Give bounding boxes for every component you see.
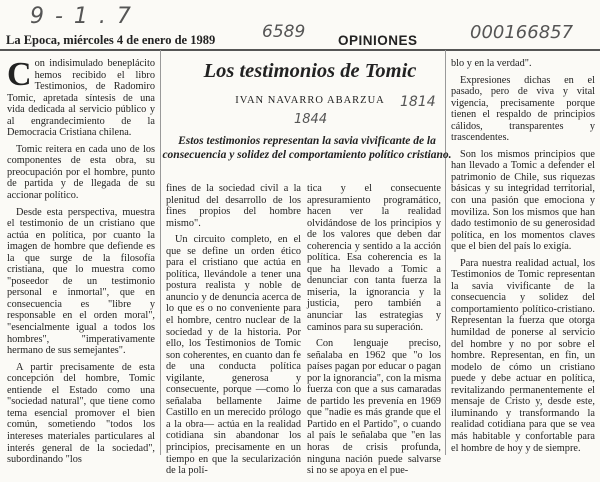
paragraph: tica y el consecuente apresuramiento programático, hacen ver la realidad olvidándose de los principios y de los valores que deben dar coherencia y sentido a la acción política. Esa coherencia es la que ha llevado a Tomic a denunciar con tanta fuerza la miseria, la ignorancia y la justicia, pero también a anunciar las estrategias y caminos para su superación.: [307, 183, 441, 333]
paragraph: A partir precisamente de esta concepción del hombre, Tomic entiende el Estado como una "sociedad natural", que tiene como tema esencial promover el bien común, sometiendo "todos los intereses materiales particulares al interés general de la sociedad", subordinando "los: [7, 361, 155, 466]
article-byline: IVAN NAVARRO ABARZUA: [235, 95, 385, 106]
handwritten-date: 9 - 1 . 7: [30, 4, 133, 29]
article-column-2: [166, 183, 301, 482]
paragraph: Son los mismos principios que han llevado a Tomic a defender el patrimonio de Chile, sus riquezas básicas y su integridad territorial, con una pasión que emociona y moviliza. Son los mismos que han dado testimonio de su generosidad política, en los momentos claves que el bien del país lo exigía.: [451, 148, 595, 253]
handwritten-number: 1814: [400, 94, 436, 110]
paragraph: Expresiones dichas en el pasado, pero de viva y vital vigencia, precisamente porque tienen el respaldo de principios cálidos, transparentes y trascendentes.: [451, 74, 595, 144]
article-deck: Estos testimonios representan la savia vivificante de la consecuencia y solidez del comportamiento político cristiano.: [162, 135, 452, 161]
column-divider: [445, 50, 446, 455]
paragraph: Para nuestra realidad actual, los Testimonios de Tomic representan la savia vivificante de la consecuencia y solidez del comportamiento político-cristiano. Representan la fuerza que otorga humildad de ponerse al servicio del hombre y no por sobre el hombre. Representan, en fin, un modelo de cómo un cristiano puede y debe actuar en política, revitalizando permanentemente el mensaje de Cristo y, desde este, iluminando y transformando la realidad cotidiana para que se vea más habitable y confortable para el hombre de hoy y de siempre.: [451, 257, 595, 454]
handwritten-archive-number: 000166857: [470, 22, 574, 43]
handwritten-number: 6589: [262, 22, 306, 42]
handwritten-number: 1844: [294, 112, 328, 127]
article-title: Los testimonios de Tomic: [203, 60, 417, 82]
column-divider: [160, 50, 161, 455]
paragraph: Con indisimulado beneplácito hemos recibido el libro Testimonios, de Radomiro Tomic, apretada síntesis de una vida dedicada al servicio público y al engrandecimiento de la Democracia Cristiana chilena.: [7, 56, 155, 139]
paragraph: Con lenguaje preciso, señalaba en 1962 que "o los países pagan por educar o pagan por la ignorancia", con la misma fuerza con que a sus camaradas de partido les prevenía en 1969 que "nadie es más grande que el Partido en el Partido", o cuando al país le señalaba que "en las horas de crisis profunda, ninguna nación puede salvarse si no se apoya en el pue-: [307, 338, 442, 477]
article-column-3: [307, 183, 441, 482]
header-divider: [0, 49, 600, 51]
paragraph: Tomic reitera en cada uno de los componentes de esta obra, su preocupación por el hombre, punto de partida y de llegada de su accionar político.: [7, 143, 155, 202]
publication-date: La Epoca, miércoles 4 de enero de 1989: [6, 33, 216, 47]
drop-cap: C: [7, 56, 32, 93]
article-column-1: [7, 58, 155, 471]
article-column-4: [451, 58, 595, 459]
paragraph: fines de la sociedad civil a la plenitud del desarrollo de los fines propios del hombre mismo".: [166, 183, 301, 229]
paragraph: Desde esta perspectiva, muestra el testimonio de un cristiano que actúa en política, por cuanto la imagen de hombre que defiende es la que surge de la filosofía cristiana, que lo muestra como "poseedor de un testimonio personal e inmortal", que en consecuencia es "libre y responsable en el orden moral", "esencialmente igual a todos los hombres", "imperativamente hermano de sus semejantes".: [7, 206, 155, 357]
paragraph: blo y en la verdad".: [451, 58, 532, 69]
paragraph: Un circuito completo, en el que se define un orden ético para el cristiano que actúa en política, llevándole a tener una postura realista y noble de anuncio y de denuncia acerca de lo que es o no conveniente para el hombre, centro nuclear de la sociedad y de la historia. Por ello, los Testimonios de Tomic son coherentes, en cuanto dan fe de una conducta política vigilante, generosa y consecuente, porque —como lo señalaba bellamente Jaime Castillo en un merecido prólogo a la obra— actúa en la realidad cotidiana sin abandonar los principios, precisamente en un tiempo en que la secularización de la polí-: [166, 234, 301, 477]
section-title: OPINIONES: [338, 33, 418, 48]
